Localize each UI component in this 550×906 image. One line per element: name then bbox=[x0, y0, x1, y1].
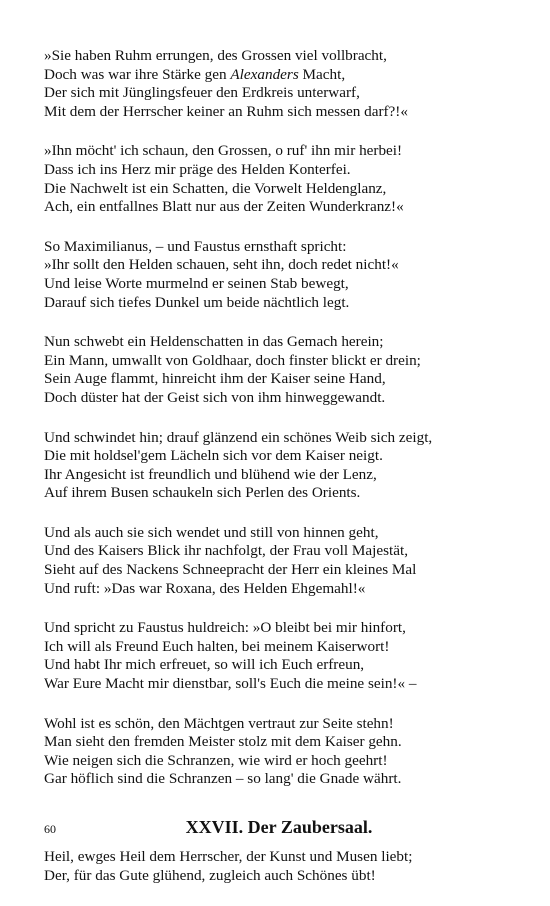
verse-line: Der, für das Gute glühend, zugleich auch Schönes übt! bbox=[44, 866, 376, 884]
verse-line: Mit dem der Herrscher keiner an Ruhm sich messen darf?!« bbox=[44, 102, 408, 120]
verse-line: Nun schwebt ein Heldenschatten in das Gemach herein; bbox=[44, 333, 384, 351]
chapter-heading: XXVII. Der Zaubersaal. bbox=[185, 817, 373, 837]
verse-line: Auf ihrem Busen schaukeln sich Perlen des Orients. bbox=[44, 484, 361, 502]
stanza bbox=[44, 142, 514, 216]
verse-line: Sein Auge flammt, hinreicht ihm der Kaiser seine Hand, bbox=[44, 370, 386, 388]
stanza bbox=[44, 47, 514, 121]
verse-line: »Ihr sollt den Helden schauen, seht ihn, doch redet nicht!« bbox=[44, 256, 399, 274]
verse-line: »Ihn möcht' ich schaun, den Grossen, o ruf' ihn mir herbei! bbox=[44, 142, 403, 160]
stanza bbox=[44, 238, 514, 312]
verse-line: Ich will als Freund Euch halten, bei meinem Kaiserwort! bbox=[44, 637, 390, 655]
verse-line: Und schwindet hin; drauf glänzend ein schönes Weib sich zeigt, bbox=[44, 428, 433, 446]
stanza bbox=[44, 333, 514, 407]
stanza bbox=[44, 619, 514, 693]
verse-line: »Sie haben Ruhm errungen, des Grossen viel vollbracht, bbox=[44, 47, 387, 64]
verse-line: Man sieht den fremden Meister stolz mit dem Kaiser gehn. bbox=[44, 733, 402, 751]
verse-line: Ach, ein entfallnes Blatt nur aus der Zeiten Wunderkranz!« bbox=[44, 198, 404, 216]
verse-line: Und habt Ihr mich erfreuet, so will ich Euch erfreun, bbox=[44, 656, 365, 674]
verse-line: Und leise Worte murmelnd er seinen Stab bewegt, bbox=[44, 274, 349, 292]
verse-line: Und des Kaisers Blick ihr nachfolgt, der Frau voll Majestät, bbox=[44, 542, 408, 560]
verse-line: Und spricht zu Faustus huldreich: »O bleibt bei mir hinfort, bbox=[44, 619, 406, 637]
poem-body bbox=[44, 47, 514, 789]
verse-line: Gar höflich sind die Schranzen – so lang' die Gnade währt. bbox=[44, 770, 402, 788]
page-number: 60 bbox=[44, 822, 56, 836]
verse-line: Und ruft: »Das war Roxana, des Helden Ehgemahl!« bbox=[44, 579, 366, 597]
verse-line: Dass ich ins Herz mir präge des Helden Konterfei. bbox=[44, 160, 351, 178]
verse-line: Heil, ewges Heil dem Herrscher, der Kunst und Musen liebt; bbox=[44, 848, 413, 865]
verse-line: Wohl ist es schön, den Mächtgen vertraut zur Seite stehn! bbox=[44, 714, 394, 732]
poem-page bbox=[44, 47, 514, 906]
stanza bbox=[44, 429, 514, 503]
stanza bbox=[44, 715, 514, 789]
verse-line: Doch was war ihre Stärke gen Alexanders Macht, bbox=[44, 65, 346, 83]
verse-line: Wie neigen sich die Schranzen, wie wird er hoch geehrt! bbox=[44, 751, 388, 769]
verse-line: Ihr Angesicht ist freundlich und blühend wie der Lenz, bbox=[44, 465, 377, 483]
verse-line: Die Nachwelt ist ein Schatten, die Vorwelt Heldenglanz, bbox=[44, 179, 387, 197]
verse-line: Darauf sich tiefes Dunkel um beide nächtlich legt. bbox=[44, 293, 350, 311]
verse-line: Doch düster hat der Geist sich von ihm hinweggewandt. bbox=[44, 388, 386, 406]
verse-line: War Eure Macht mir dienstbar, soll's Euch die meine sein!« – bbox=[44, 675, 417, 693]
verse-line: Sieht auf des Nackens Schneepracht der Herr ein kleines Mal bbox=[44, 561, 417, 579]
verse-line: Der sich mit Jünglingsfeuer den Erdkreis unterwarf, bbox=[44, 84, 360, 102]
verse-line: Die mit holdsel'gem Lächeln sich vor dem Kaiser neigt. bbox=[44, 447, 383, 465]
verse-line: Ein Mann, umwallt von Goldhaar, doch finster blickt er drein; bbox=[44, 351, 421, 369]
stanza bbox=[44, 524, 514, 598]
verse-line: So Maximilianus, – und Faustus ernsthaft spricht: bbox=[44, 237, 347, 255]
verse-line: Und als auch sie sich wendet und still von hinnen geht, bbox=[44, 523, 379, 541]
